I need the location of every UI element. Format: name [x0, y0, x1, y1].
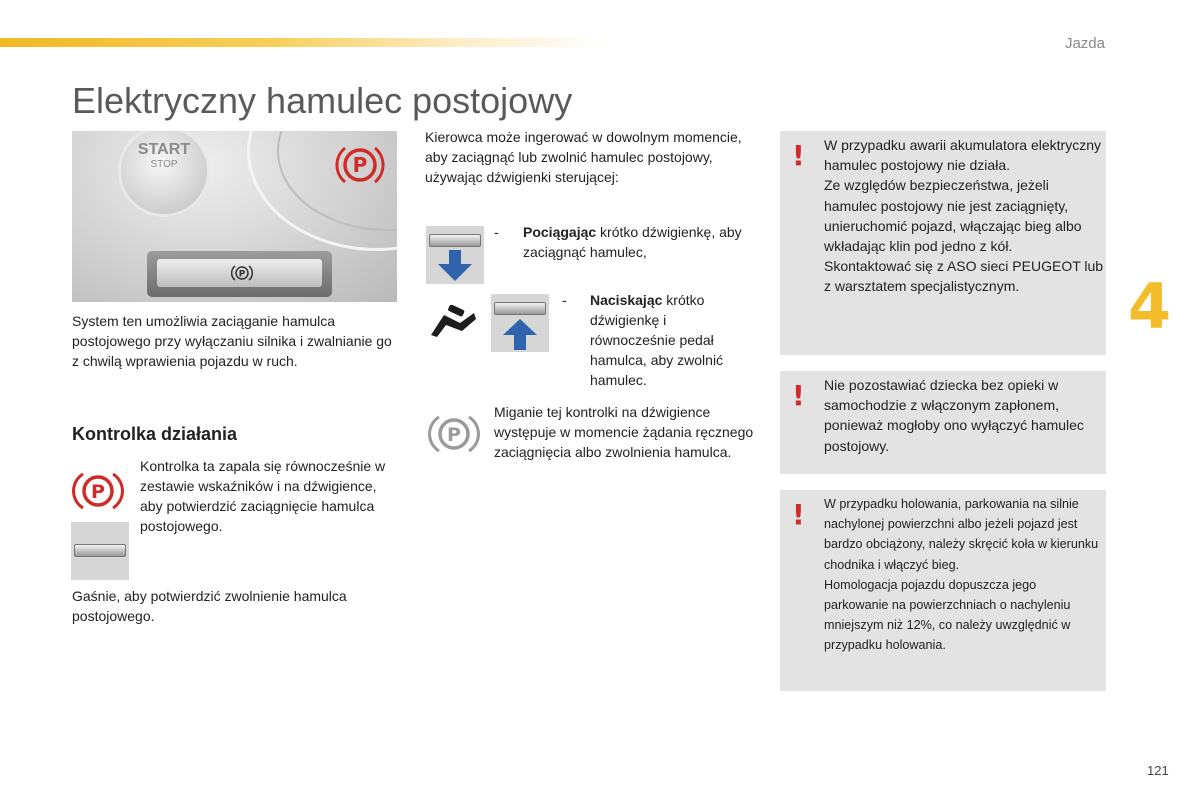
page-number: 121	[1147, 763, 1169, 778]
warning-box-battery	[780, 131, 1106, 355]
section-title: Jazda	[1064, 35, 1105, 52]
parking-brake-warning-icon	[334, 139, 386, 196]
warning-paragraph: Skontaktować się z ASO sieci PEUGEOT lub z warsztatem specjalistycznym.	[824, 258, 1104, 295]
brake-lever-thumbnail	[71, 522, 129, 580]
operation-intro: Kierowca może ingerować w dowolnym momencie, aby zaciągnąć lub zwolnić hamulec postojowy, używając dźwigienki sterującej:	[425, 129, 742, 185]
accent-bar	[0, 38, 610, 47]
warning-icon: !	[792, 379, 805, 412]
page-title: Elektryczny hamulec postojowy	[72, 80, 573, 121]
push-rest: krótko dźwigienkę i równocześnie pedał hamulca, aby zwolnić hamulec.	[590, 292, 724, 388]
warning-icon: !	[792, 139, 805, 172]
arrow-up-icon	[501, 318, 539, 352]
brake-lever-image	[147, 251, 332, 297]
dashboard-photo	[72, 131, 397, 302]
parking-brake-symbol-icon	[231, 263, 253, 288]
lever-pull-thumbnail	[426, 226, 484, 284]
warning-paragraph: Homologacja pojazdu dopuszcza jego parkowanie na powierzchniach o nachyleniu mniejszym niż 12%, co należy uwzględnić w przypadku holowania.	[824, 577, 1071, 653]
push-bold: Naciskając	[590, 292, 663, 308]
start-stop-button-image	[118, 131, 210, 217]
svg-text:P: P	[447, 424, 461, 446]
push-dash: -	[562, 292, 567, 308]
intro-text: System ten umożliwia zaciąganie hamulca postojowego przy wyłączaniu silnika i zwalnianie go z chwilą wprawienia pojazdu w ruch.	[72, 313, 392, 369]
brake-pedal-icon	[428, 305, 478, 344]
stop-label: STOP	[150, 159, 178, 170]
parking-brake-warning-icon	[72, 468, 124, 519]
warning-paragraph: Nie pozostawiać dziecka bez opieki w samochodzie z włączonym zapłonem, ponieważ mogłoby ono wyłączyć hamulec postojowy.	[824, 377, 1084, 454]
pull-bold: Pociągając	[523, 224, 597, 240]
warning-box-towing	[780, 490, 1106, 691]
control-light-off-text: Gaśnie, aby potwierdzić zwolnienie hamulca postojowego.	[72, 588, 347, 624]
chapter-number: 4	[1128, 270, 1172, 343]
warning-paragraph: W przypadku holowania, parkowania na silnie nachylonej powierzchni albo jeżeli pojazd jest bardzo obciążony, należy skręcić koła w kierunku chodnika i włączyć bieg.	[824, 497, 1099, 572]
lever-push-thumbnail	[491, 294, 549, 352]
pull-dash: -	[494, 224, 499, 240]
svg-text:P: P	[91, 481, 105, 503]
svg-text:P: P	[352, 153, 368, 177]
control-light-heading: Kontrolka działania	[72, 424, 238, 444]
warning-text	[824, 135, 1104, 297]
warning-paragraph: W przypadku awarii akumulatora elektryczny hamulec postojowy nie działa.	[824, 137, 1101, 174]
warning-paragraph: Ze względów bezpieczeństwa, jeżeli hamulec postojowy nie jest zaciągnięty, unieruchomić pojazd, włączając bieg albo wkładając klin pod jedno z kół.	[824, 177, 1082, 255]
warning-text	[824, 494, 1102, 656]
warning-icon: !	[792, 498, 805, 531]
parking-brake-blinking-icon	[428, 410, 480, 463]
control-light-on-text: Kontrolka ta zapala się równocześnie w zestawie wskaźników i na dźwigience, aby potwierdzić zaciągnięcie hamulca postojowego.	[140, 458, 386, 534]
pull-instruction	[523, 222, 753, 262]
arrow-down-icon	[436, 250, 474, 284]
push-instruction	[590, 290, 755, 390]
warning-text	[824, 375, 1104, 456]
svg-text:P: P	[238, 269, 246, 280]
blink-text: Miganie tej kontrolki na dźwigience występuje w momencie żądania ręcznego zaciągnięcia albo zwolnienia hamulca.	[494, 404, 754, 460]
pull-rest: krótko dźwigienkę, aby zaciągnąć hamulec,	[523, 224, 742, 260]
warning-box-child	[780, 371, 1106, 474]
start-label: START	[137, 141, 191, 158]
